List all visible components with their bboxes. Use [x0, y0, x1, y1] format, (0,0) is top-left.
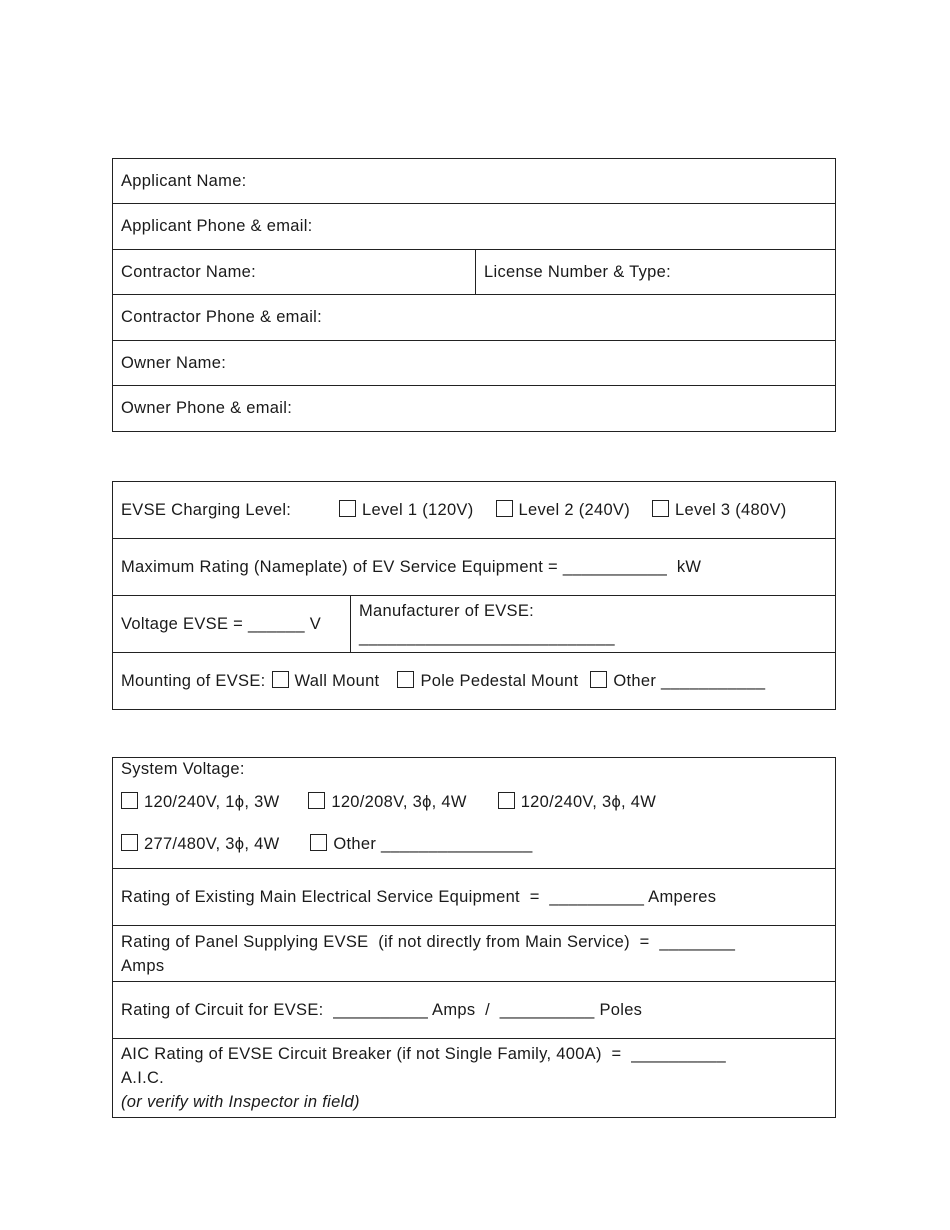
- max-rating-label: Maximum Rating (Nameplate) of EV Service Equipment = ___________ kW: [121, 557, 702, 576]
- level-3-label: Level 3 (480V): [675, 501, 787, 519]
- contractor-phone-email-row[interactable]: [113, 295, 835, 341]
- aic-rating-label-line-1: AIC Rating of EVSE Circuit Breaker (if not Single Family, 400A) = __________: [121, 1045, 727, 1063]
- voltage-field[interactable]: [113, 596, 351, 652]
- voltage-120-208-3ph-option[interactable]: [308, 790, 466, 814]
- max-rating-row[interactable]: [113, 539, 835, 596]
- license-number-label: License Number & Type:: [484, 262, 671, 281]
- manufacturer-label: Manufacturer of EVSE:: [359, 602, 535, 620]
- voltage-other-checkbox[interactable]: [310, 834, 327, 851]
- voltage-120-240-1ph-option[interactable]: [121, 790, 279, 814]
- level-3-checkbox[interactable]: [652, 500, 669, 517]
- voltage-120-208-3ph-label: 120/208V, 3ϕ, 4W: [331, 793, 467, 811]
- voltage-120-208-3ph-checkbox[interactable]: [308, 792, 325, 809]
- voltage-other-label: Other ________________: [333, 835, 533, 853]
- circuit-rating-label: Rating of Circuit for EVSE: __________ Amps / __________ Poles: [121, 1000, 643, 1019]
- wall-mount-checkbox[interactable]: [272, 671, 289, 688]
- pole-mount-option[interactable]: [397, 671, 578, 691]
- license-number-field[interactable]: [476, 250, 835, 294]
- level-1-option[interactable]: [339, 500, 474, 520]
- owner-phone-email-row[interactable]: [113, 386, 835, 431]
- system-info-table: [112, 757, 836, 1118]
- voltage-120-240-1ph-checkbox[interactable]: [121, 792, 138, 809]
- panel-rating-label-line-1: Rating of Panel Supplying EVSE (if not directly from Main Service) = ________: [121, 932, 736, 951]
- voltage-120-240-3ph-checkbox[interactable]: [498, 792, 515, 809]
- voltage-277-480-label: 277/480V, 3ϕ, 4W: [144, 835, 280, 853]
- owner-phone-email-label: Owner Phone & email:: [121, 399, 293, 417]
- existing-main-rating-row[interactable]: [113, 869, 835, 926]
- circuit-rating-row[interactable]: [113, 982, 835, 1039]
- panel-rating-row[interactable]: [113, 926, 835, 982]
- aic-rating-note: (or verify with Inspector in field): [121, 1093, 360, 1111]
- wall-mount-label: Wall Mount: [294, 672, 380, 690]
- aic-rating-label-line-2: A.I.C.: [121, 1069, 165, 1087]
- applicant-info-table: [112, 158, 836, 432]
- applicant-phone-email-row[interactable]: [113, 204, 835, 250]
- owner-name-row[interactable]: [113, 341, 835, 386]
- level-3-option[interactable]: [652, 500, 787, 520]
- other-mount-option[interactable]: [590, 671, 765, 691]
- voltage-120-240-1ph-label: 120/240V, 1ϕ, 3W: [144, 793, 280, 811]
- voltage-label: Voltage EVSE = ______ V: [121, 614, 322, 633]
- contractor-row: [113, 250, 835, 295]
- system-voltage-label: System Voltage:: [121, 760, 245, 778]
- wall-mount-option[interactable]: [272, 671, 380, 691]
- manufacturer-field[interactable]: [351, 596, 835, 652]
- level-2-label: Level 2 (240V): [518, 501, 631, 519]
- mounting-label: Mounting of EVSE:: [121, 671, 266, 690]
- voltage-120-240-3ph-option[interactable]: [498, 790, 656, 814]
- voltage-120-240-3ph-label: 120/240V, 3ϕ, 4W: [520, 793, 657, 811]
- pole-mount-label: Pole Pedestal Mount: [420, 672, 579, 690]
- contractor-name-label: Contractor Name:: [121, 262, 257, 281]
- applicant-name-label: Applicant Name:: [121, 171, 247, 190]
- panel-rating-label-line-2: Amps: [121, 956, 165, 975]
- applicant-phone-email-label: Applicant Phone & email:: [121, 217, 313, 235]
- owner-name-label: Owner Name:: [121, 353, 227, 372]
- charging-level-label: EVSE Charging Level:: [121, 500, 292, 519]
- mounting-row: [113, 653, 835, 709]
- level-1-label: Level 1 (120V): [362, 501, 474, 519]
- voltage-options-line-1: [121, 790, 656, 814]
- contractor-name-field[interactable]: [113, 250, 476, 294]
- other-mount-label: Other ___________: [613, 672, 766, 690]
- manufacturer-blank: ___________________________: [359, 628, 615, 646]
- other-mount-checkbox[interactable]: [590, 671, 607, 688]
- level-1-checkbox[interactable]: [339, 500, 356, 517]
- existing-main-rating-label: Rating of Existing Main Electrical Service Equipment = __________ Amperes: [121, 887, 717, 906]
- voltage-manufacturer-row: [113, 596, 835, 653]
- pole-mount-checkbox[interactable]: [397, 671, 414, 688]
- contractor-phone-email-label: Contractor Phone & email:: [121, 308, 323, 326]
- applicant-name-row[interactable]: [113, 159, 835, 204]
- level-2-checkbox[interactable]: [496, 500, 513, 517]
- voltage-277-480-checkbox[interactable]: [121, 834, 138, 851]
- system-voltage-row: [113, 758, 835, 869]
- evse-info-table: [112, 481, 836, 710]
- voltage-277-480-option[interactable]: [121, 832, 279, 856]
- voltage-other-option[interactable]: [310, 832, 532, 856]
- voltage-options-line-2: [121, 832, 533, 856]
- aic-rating-row[interactable]: [113, 1039, 835, 1117]
- charging-level-row: [113, 482, 835, 539]
- level-2-option[interactable]: [496, 500, 631, 520]
